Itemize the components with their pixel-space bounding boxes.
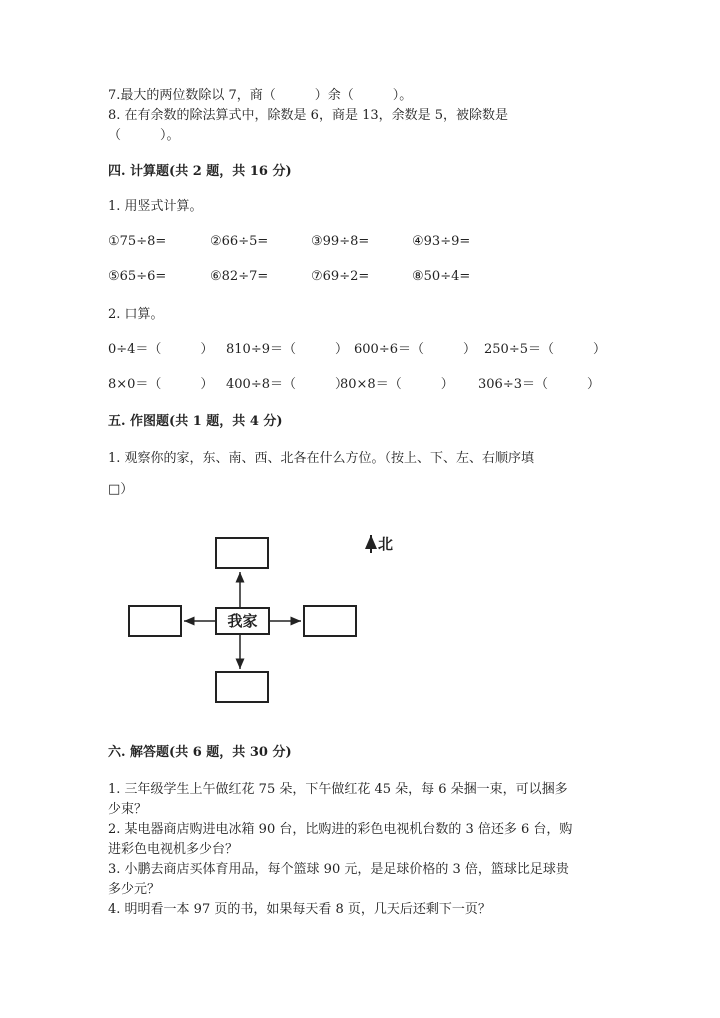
north-label: 北 <box>378 535 394 553</box>
word-problem-1-line2: 少束？ <box>108 802 148 817</box>
oral-calc-title: 2. 口算。 <box>108 307 164 322</box>
section-6-heading: 六. 解答题(共 6 题，共 30 分) <box>108 745 292 760</box>
calc-item: ②66÷5= <box>210 234 269 249</box>
word-problem-1-line1: 1. 三年级学生上午做红花 75 朵，下午做红花 45 朵，每 6 朵捆一束，可以捆多 <box>108 782 568 797</box>
word-problem-3-line1: 3. 小鹏去商店买体育用品，每个篮球 90 元，是足球价格的 3 倍，篮球比足球贵 <box>108 862 569 877</box>
oral-calc-item: 810÷9＝（ ） <box>226 342 348 357</box>
drawing-q1-line1: 1. 观察你的家，东、南、西、北各在什么方位。（按上、下、左、右顺序填 <box>108 451 535 466</box>
question-7: 7.最大的两位数除以 7，商（ ）余（ ）。 <box>108 88 413 103</box>
calc-item: ①75÷8= <box>108 234 167 249</box>
calc-item: ⑤65÷6= <box>108 269 167 284</box>
word-problem-2-line2: 进彩色电视机多少台？ <box>108 842 239 857</box>
calc-item: ⑦69÷2= <box>311 269 370 284</box>
question-8-line1: 8. 在有余数的除法算式中，除数是 6，商是 13，余数是 5，被除数是 <box>108 108 509 123</box>
home-box: 我家 <box>215 607 270 635</box>
drawing-q1-line2: □） <box>108 482 134 497</box>
oral-calc-item: 8×0＝（ ） <box>108 377 214 392</box>
calc-item: ⑧50÷4= <box>412 269 471 284</box>
word-problem-2-line1: 2. 某电器商店购进电冰箱 90 台，比购进的彩色电视机台数的 3 倍还多 6 台，购 <box>108 822 573 837</box>
north-blank-box[interactable] <box>215 537 269 569</box>
calc-q1-title: 1. 用竖式计算。 <box>108 199 203 214</box>
calc-item: ④93÷9= <box>412 234 471 249</box>
west-blank-box[interactable] <box>128 605 182 637</box>
calc-item: ③99÷8= <box>311 234 370 249</box>
oral-calc-item: 600÷6＝（ ） <box>354 342 476 357</box>
word-problem-4-line1: 4. 明明看一本 97 页的书，如果每天看 8 页，几天后还剩下一页？ <box>108 902 491 917</box>
south-blank-box[interactable] <box>215 671 269 703</box>
oral-calc-item: 250÷5＝（ ） <box>484 342 606 357</box>
oral-calc-item: 306÷3＝（ ） <box>478 377 600 392</box>
question-8-line2: （ ）。 <box>108 128 180 143</box>
word-problem-3-line2: 多少元？ <box>108 882 161 897</box>
direction-diagram <box>120 525 420 715</box>
oral-calc-item: 400÷8＝（ ） <box>226 377 348 392</box>
oral-calc-item: 80×8＝（ ） <box>340 377 454 392</box>
section-5-heading: 五. 作图题(共 1 题，共 4 分) <box>108 414 283 429</box>
east-blank-box[interactable] <box>303 605 357 637</box>
section-4-heading: 四. 计算题(共 2 题，共 16 分) <box>108 164 292 179</box>
oral-calc-item: 0÷4＝（ ） <box>108 342 214 357</box>
calc-item: ⑥82÷7= <box>210 269 269 284</box>
